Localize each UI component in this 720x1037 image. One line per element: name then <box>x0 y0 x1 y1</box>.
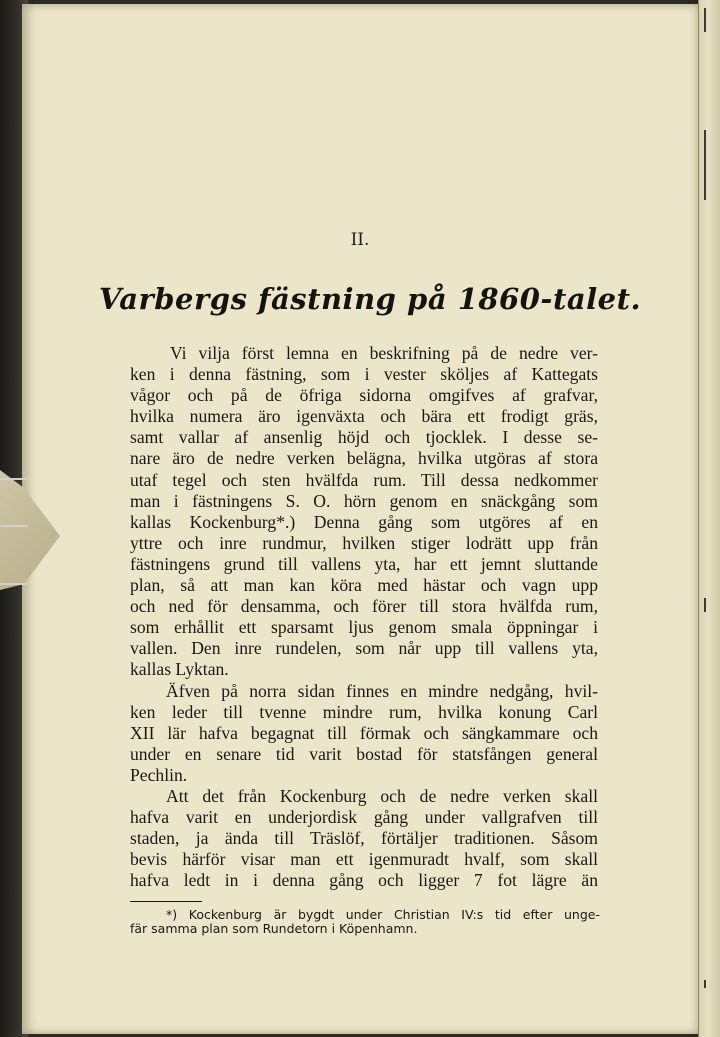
text-line: yttre och inre rundmur, hvilken stiger lodrätt upp från <box>130 532 598 553</box>
footnote-rule <box>130 901 202 902</box>
text-line: fästningens grund till vallens yta, har ett jemnt sluttande <box>130 553 598 574</box>
page-edge-mark <box>704 8 706 32</box>
text-line: under en senare tid varit bostad för statsfången general <box>130 743 598 764</box>
text-line: nare äro de nedre verken belägna, hvilka utgöras af stora <box>130 448 598 469</box>
body-text <box>130 343 598 891</box>
binding-thread <box>0 583 28 585</box>
text-line: Vi vilja först lemna en beskrifning på de nedre ver- <box>170 343 598 363</box>
footnote-line: *) Kockenburg är bygdt under Christian IV:s tid efter unge- <box>166 907 600 922</box>
page-edge-mark <box>704 598 706 612</box>
text-line: kallas Kockenburg*.) Denna gång som utgöres af en <box>130 511 598 532</box>
text-line: utaf tegel och sten hvälfda rum. Till dessa nedkommer <box>130 469 598 490</box>
text-line: vallen. Den inre rundelen, som når upp till vallens yta, <box>130 638 598 659</box>
adjacent-page-edge <box>698 0 720 1037</box>
text-line: bevis härför visar man ett igenmuradt hvalf, som skall <box>130 849 598 870</box>
text-line: plan, så att man kan köra med hästar och vagn upp <box>130 575 598 596</box>
footnote-line: fär samma plan som Rundetorn i Köpenhamn. <box>130 921 418 936</box>
text-line: ken leder till tvenne mindre rum, hvilka konung Carl <box>130 701 598 722</box>
text-line: hafva ledt in i denna gång och ligger 7 fot lägre än <box>130 870 598 891</box>
text-line: som erhållit ett sparsamt ljus genom smala öppningar i <box>130 617 598 638</box>
text-line: hvilka numera äro igenväxta och bära ett frodigt gräs, <box>130 406 598 427</box>
text-line: och ned för densamma, och förer till stora hvälfda rum, <box>130 596 598 617</box>
page-edge-mark <box>704 980 706 988</box>
paragraph-3 <box>130 786 598 891</box>
text-line: hafva varit en underjordisk gång under vallgrafven till <box>130 807 598 828</box>
text-line: ken i denna fästning, som i vester sköljes af Kattegats <box>130 364 598 385</box>
paragraph-1 <box>130 343 598 681</box>
text-line: staden, ja ända till Träslöf, förtäljer traditionen. Såsom <box>130 828 598 849</box>
chapter-number: II. <box>350 230 370 250</box>
text-line: vågor och på de öfriga sidorna omgifves af grafvar, <box>130 385 598 406</box>
text-line: Pechlin. <box>130 764 188 785</box>
binding-thread <box>0 478 28 480</box>
text-line: Att det från Kockenburg och de nedre verken skall <box>166 785 598 806</box>
text-line: Äfven på norra sidan finnes en mindre nedgång, hvil- <box>166 680 598 701</box>
text-line: samt vallar af ansenlig höjd och tjocklek. I desse se- <box>130 427 598 448</box>
chapter-title: Varbergs fästning på 1860-talet. <box>98 282 642 316</box>
footnote <box>130 908 600 936</box>
text-line: man i fästningens S. O. hörn genom en snäckgång som <box>130 490 598 511</box>
paragraph-2 <box>130 681 598 786</box>
binding-thread <box>0 525 28 527</box>
page-edge-mark <box>704 130 706 200</box>
text-line: kallas Lyktan. <box>130 659 229 680</box>
text-line: XII lär hafva begagnat till förmak och sängkammare och <box>130 722 598 743</box>
